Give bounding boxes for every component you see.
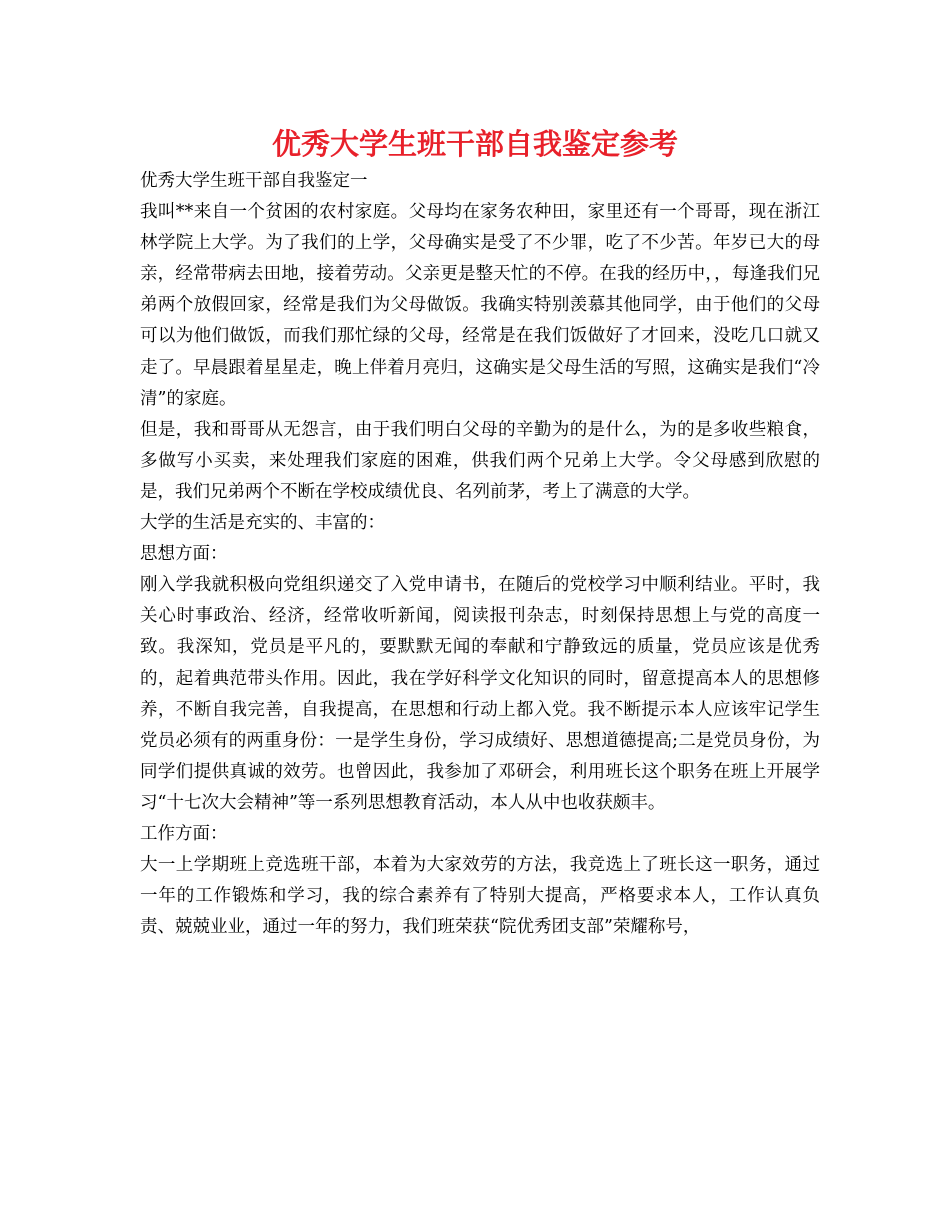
section-heading: 优秀大学生班干部自我鉴定一 (140, 171, 368, 191)
subsection-heading: 思想方面： (140, 544, 228, 565)
document-title: 优秀大学生班干部自我鉴定参考 (271, 127, 678, 161)
paragraph: 我叫**来自一个贫困的农村家庭。父母均在家务农种田，家里还有一个哥哥，现在浙江林学院上大学。为了我们的上学，父母确实是受了不少罪，吃了不少苦。年岁已大的母亲，经常带病去田地，接着劳动。父亲更是整天忙的不停。在我的经历中，，每逢我们兄弟两个放假回家，经常是我们为父母做饭。我确实特别羡慕其他同学，由于他们的父母可以为他们做饭，而我们那忙绿的父母，经常是在我们饭做好了才回来，没吃几口就又走了。早晨跟着星星走，晚上伴着月亮归，这确实是父母生活的写照，这确实是我们“冷清”的家庭。 (140, 202, 820, 409)
document-body (140, 166, 820, 943)
paragraph: 刚入学我就积极向党组织递交了入党申请书，在随后的党校学习中顺利结业。平时，我关心时事政治、经济，经常收听新闻，阅读报刊杂志，时刻保持思想上与党的高度一致。我深知，党员是平凡的，要默默无闻的奉献和宁静致远的质量，党员应该是优秀的，起着典范带头作用。因此，我在学好科学文化知识的同时，留意提高本人的思想修养，不断自我完善，自我提高，在思想和行动上都入党。我不断提示本人应该牢记学生党员必须有的两重身份：一是学生身份，学习成绩好、思想道德提高;二是党员身份，为同学们提供真诚的效劳。也曾因此，我参加了邓研会，利用班长这个职务在班上开展学习“十七次大会精神”等一系列思想教育活动，本人从中也收获颇丰。 (140, 575, 820, 813)
paragraph: 但是，我和哥哥从无怨言，由于我们明白父母的辛勤为的是什么，为的是多收些粮食，多做写小买卖，来处理我们家庭的困难，供我们两个兄弟上大学。令父母感到欣慰的是，我们兄弟两个不断在学校成绩优良、名列前茅，考上了满意的大学。 (140, 419, 820, 502)
paragraph: 大一上学期班上竞选班干部，本着为大家效劳的方法，我竞选上了班长这一职务，通过一年的工作锻炼和学习，我的综合素养有了特别大提高，严格要求本人，工作认真负责、兢兢业业，通过一年的努力，我们班荣获“院优秀团支部”荣耀称号， (140, 855, 820, 938)
paragraph: 大学的生活是充实的、丰富的： (140, 513, 385, 534)
subsection-heading: 工作方面： (140, 823, 228, 844)
